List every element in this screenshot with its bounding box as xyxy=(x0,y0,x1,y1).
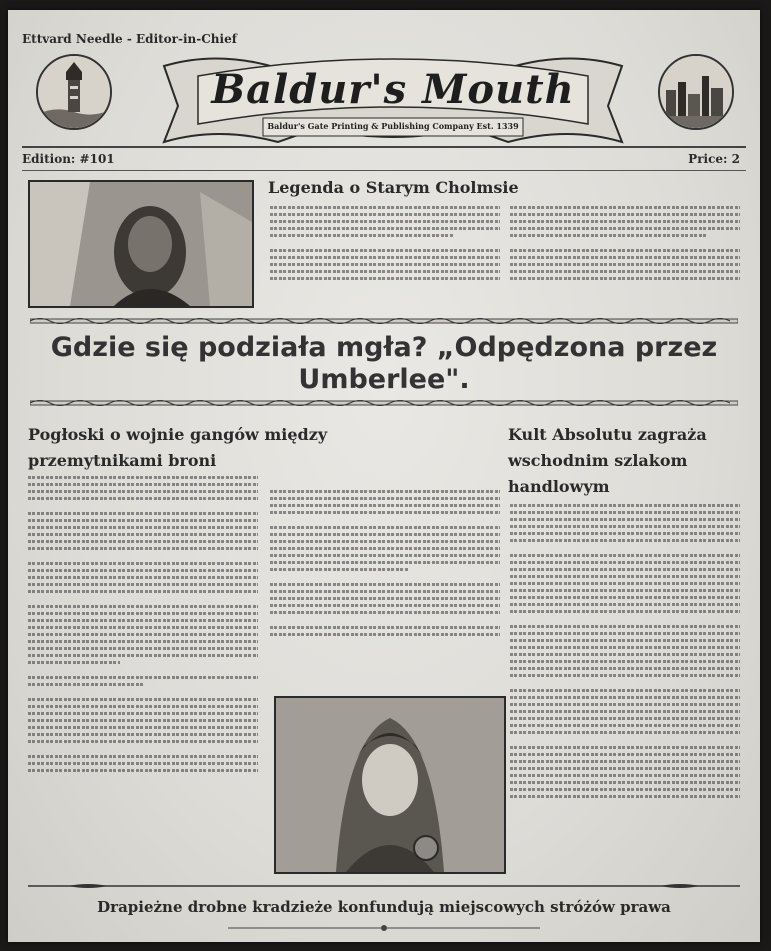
lead-story-headline: Gdzie się podziała mgła? „Odpędzona przez Umberlee". xyxy=(50,332,718,395)
city-skyline-icon xyxy=(658,54,734,130)
masthead-banner xyxy=(158,46,628,150)
newspaper-page xyxy=(8,10,760,942)
masthead-rule-bottom xyxy=(22,170,746,171)
editor-credit: Ettvard Needle - Editor-in-Chief xyxy=(22,32,237,46)
left-story-headline: Pogłoski o wojnie gangów między przemytnikami broni xyxy=(28,425,328,470)
edition-number: #101 xyxy=(79,152,115,166)
footer-flourish xyxy=(228,924,540,932)
right-story-column xyxy=(510,504,740,802)
footer-divider xyxy=(28,882,740,890)
ornamental-divider xyxy=(30,398,738,408)
top-story-image xyxy=(28,180,254,308)
footer-headline: Drapieżne drobne kradzieże konfundują miejscowych stróżów prawa xyxy=(97,898,671,916)
masthead-subtitle: Baldur's Gate Printing & Publishing Company Est. 1339 xyxy=(267,121,519,131)
right-story-headline: Kult Absolutu zagraża wschodnim szlakom handlowym xyxy=(508,425,707,496)
price-value: 2 xyxy=(731,152,740,166)
top-story-headline: Legenda o Starym Cholmsie xyxy=(268,178,519,197)
lighthouse-icon xyxy=(36,54,112,130)
top-story-column-2 xyxy=(510,206,740,284)
portrait-icon xyxy=(30,182,252,306)
masthead-rule-top xyxy=(22,146,746,148)
edition: Edition: #101 xyxy=(22,152,115,166)
ornamental-divider xyxy=(30,316,738,326)
left-story-column-2 xyxy=(270,490,500,640)
masthead-title: Baldur's Mouth xyxy=(211,66,575,113)
left-story-column-1 xyxy=(28,476,258,776)
price: Price: 2 xyxy=(688,152,740,166)
center-story-image xyxy=(274,696,506,874)
portrait-icon xyxy=(276,698,504,872)
top-story-column-1 xyxy=(270,206,500,284)
